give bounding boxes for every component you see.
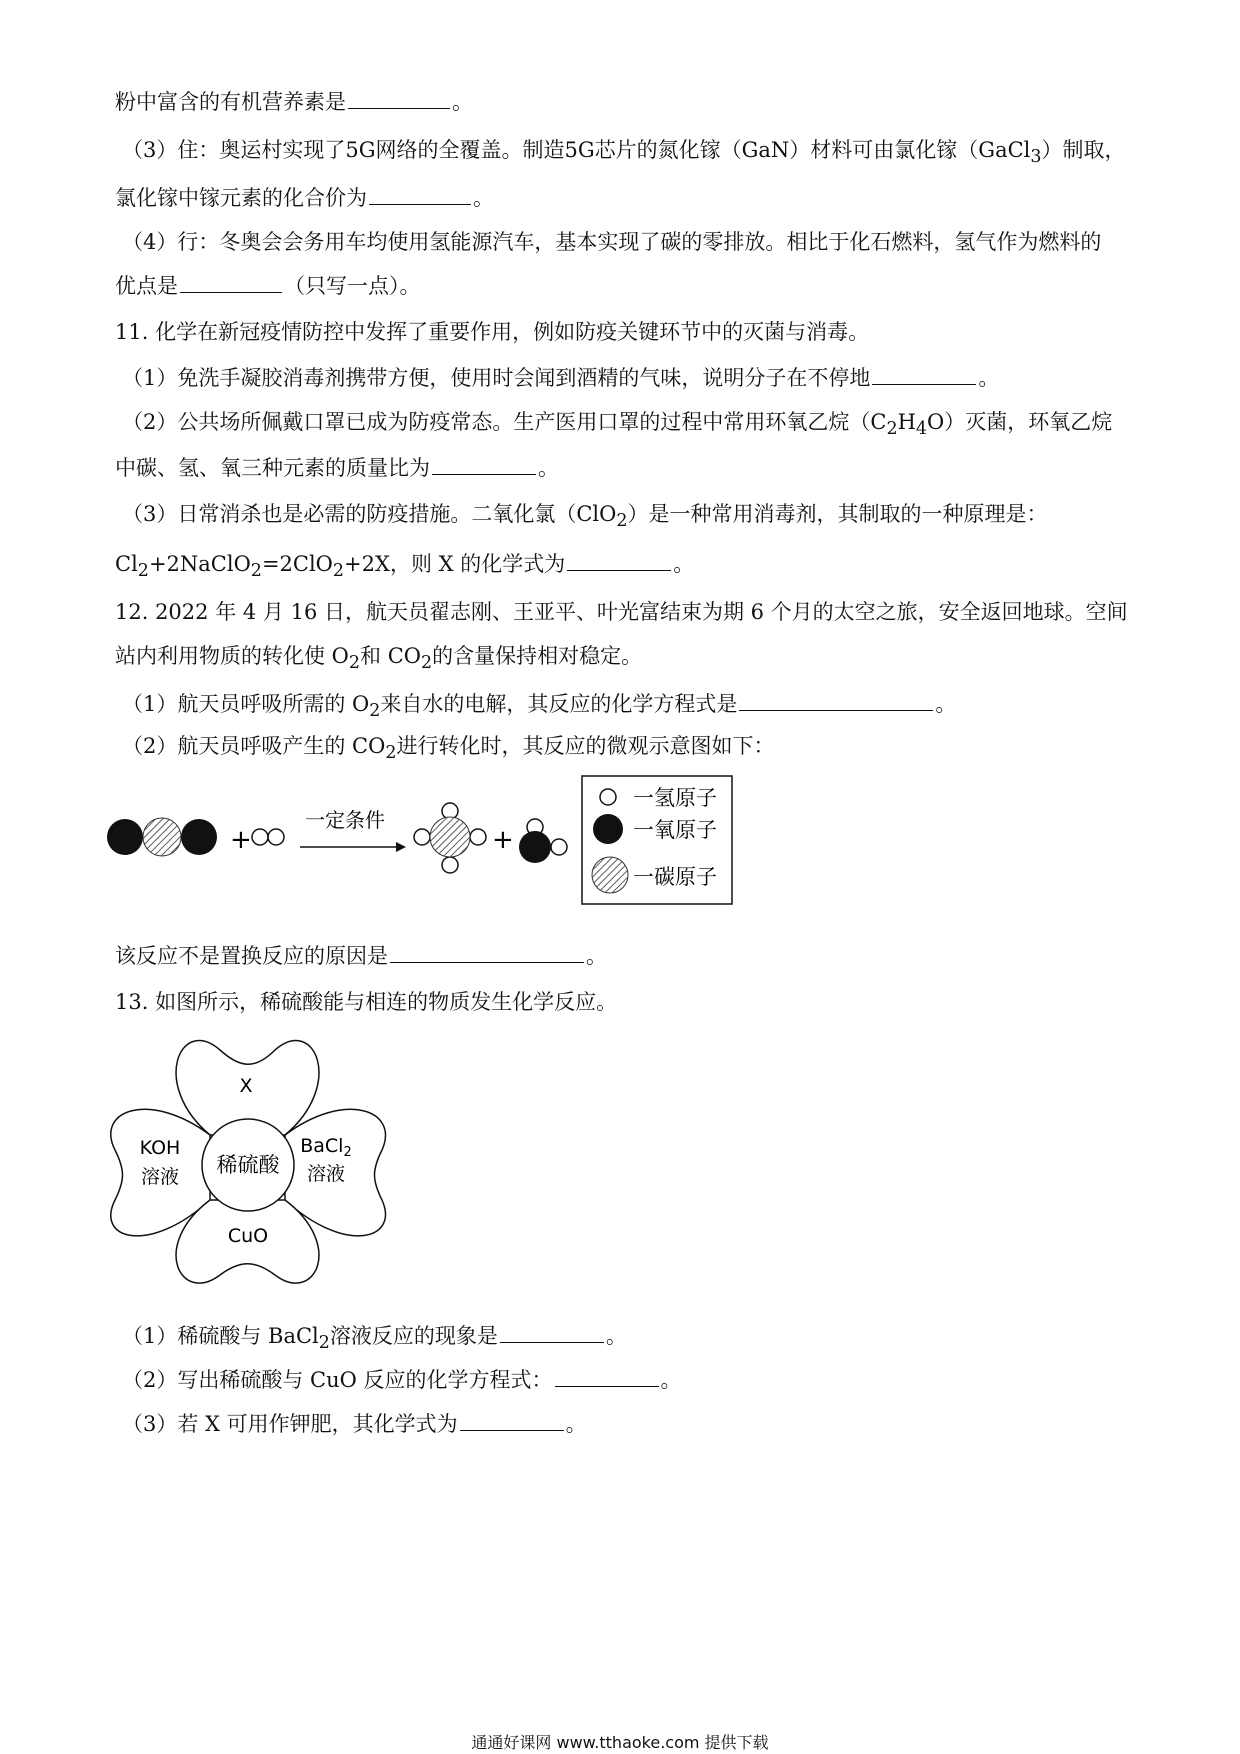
legend-box (582, 776, 732, 904)
oxygen-atom (107, 819, 143, 855)
oxygen-atom (181, 819, 217, 855)
left-petal-label-1: KOH (139, 1137, 181, 1159)
hydrogen-atom (442, 857, 458, 873)
q10-part-3: （3）住：奥运村实现了5G网络的全覆盖。制造5G芯片的氮化镓（GaN）材料可由氯化镓（GaCl$_3$）制取， (122, 138, 1126, 168)
carbon-atom (143, 818, 181, 856)
answer-blank[interactable] (369, 182, 471, 205)
q12-part-2: （2）航天员呼吸产生的 $CO_2$进行转化时，其反应的微观示意图如下： (122, 734, 775, 764)
q11-equation: $Cl_2+2NaClO_2=2ClO_2+2X$，则 X 的化学式为 。 (115, 548, 694, 585)
q13-part-1: （1）稀硫酸与 BaCl$_2$溶液反应的现象是 。 (122, 1320, 627, 1357)
q11-part-3: （3）日常消杀也是必需的防疫措施。二氧化氯（ClO$_2$）是一种常用消毒剂，其制取的一种原理是： (122, 502, 1048, 532)
plus-sign: + (492, 825, 514, 855)
q12-stem: 12. 2022 年 4 月 16 日，航天员翟志刚、王亚平、叶光富结束为期 6 个月的太空之旅，安全返回地球。空间 (115, 600, 1128, 624)
q13-part-3: （3）若 X 可用作钾肥，其化学式为 。 (122, 1408, 587, 1438)
legend-carbon: 一碳原子 (633, 865, 717, 889)
ch4-molecule (414, 803, 486, 873)
q11-stem: 11. 化学在新冠疫情防控中发挥了重要作用，例如防疫关键环节中的灭菌与消毒。 (115, 320, 870, 344)
q12-part-1: （1）航天员呼吸所需的 $O_2$来自水的电解，其反应的化学方程式是 。 (122, 688, 956, 725)
arrow-head-icon (396, 842, 406, 852)
reaction-condition: 一定条件 (305, 808, 385, 832)
answer-blank[interactable] (348, 86, 450, 109)
q10-line-3: 氯化镓中镓元素的化合价为 。 (115, 182, 494, 212)
answer-blank[interactable] (739, 688, 933, 711)
clover-diagram (110, 1030, 410, 1290)
reaction-micro-diagram (100, 775, 750, 930)
carbon-legend-icon (592, 857, 628, 893)
answer-blank[interactable] (500, 1320, 604, 1343)
q10-text: 粉中富含的有机营养素是 (115, 90, 346, 114)
co2-molecule (107, 818, 217, 856)
h2-molecule (252, 829, 284, 845)
top-petal-label: X (239, 1075, 253, 1097)
answer-blank[interactable] (460, 1408, 564, 1431)
center-label: 稀硫酸 (216, 1153, 280, 1177)
oxygen-atom (519, 831, 551, 863)
answer-blank[interactable] (180, 270, 282, 293)
answer-blank[interactable] (872, 362, 976, 385)
hydrogen-atom (414, 829, 430, 845)
q11-part-2: （2）公共场所佩戴口罩已成为防疫常态。生产医用口罩的过程中常用环氧乙烷$(C_2H_4O)$灭菌，环氧乙烷 (122, 410, 1113, 440)
hydrogen-legend-icon (600, 789, 616, 805)
oxygen-legend-icon (593, 814, 623, 844)
answer-blank[interactable] (555, 1364, 659, 1387)
page-footer: 通通好课网 www.tthaoke.com 提供下载 (471, 1733, 769, 1752)
right-petal-label-1: BaCl$_2$ (300, 1135, 352, 1160)
answer-blank[interactable] (432, 452, 536, 475)
legend-oxygen: 一氧原子 (633, 818, 717, 842)
left-petal-label-2: 溶液 (140, 1166, 180, 1188)
q13-stem: 13. 如图所示，稀硫酸能与相连的物质发生化学反应。 (115, 990, 618, 1014)
q12-stem-cont: 站内利用物质的转化使 $O_2$和 $CO_2$的含量保持相对稳定。 (115, 644, 643, 674)
answer-blank[interactable] (567, 548, 671, 571)
bottom-petal-label: CuO (227, 1225, 269, 1247)
hydrogen-atom (252, 829, 268, 845)
legend-hydrogen: 一氢原子 (633, 786, 717, 810)
q12-reason: 该反应不是置换反应的原因是 。 (115, 940, 607, 970)
hydrogen-atom (551, 839, 567, 855)
hydrogen-atom (470, 829, 486, 845)
answer-blank[interactable] (390, 940, 584, 963)
right-petal-label-2: 溶液 (306, 1163, 346, 1185)
h2o-molecule (519, 819, 567, 863)
q11-part-2-cont: 中碳、氢、氧三种元素的质量比为 。 (115, 452, 559, 482)
q13-part-2: （2）写出稀硫酸与 CuO 反应的化学方程式： 。 (122, 1364, 682, 1394)
plus-sign: + (230, 825, 252, 855)
hydrogen-atom (268, 829, 284, 845)
carbon-atom (430, 817, 470, 857)
q10-part-4: （4）行：冬奥会会务用车均使用氢能源汽车，基本实现了碳的零排放。相比于化石燃料，氢气作为燃料的 (122, 230, 1102, 254)
q11-part-1: （1）免洗手凝胶消毒剂携带方便，使用时会闻到酒精的气味，说明分子在不停地 。 (122, 362, 999, 392)
q10-line-1: 粉中富含的有机营养素是 。 (115, 86, 473, 116)
q10-line-5: 优点是 （只写一点）。 (115, 270, 421, 300)
